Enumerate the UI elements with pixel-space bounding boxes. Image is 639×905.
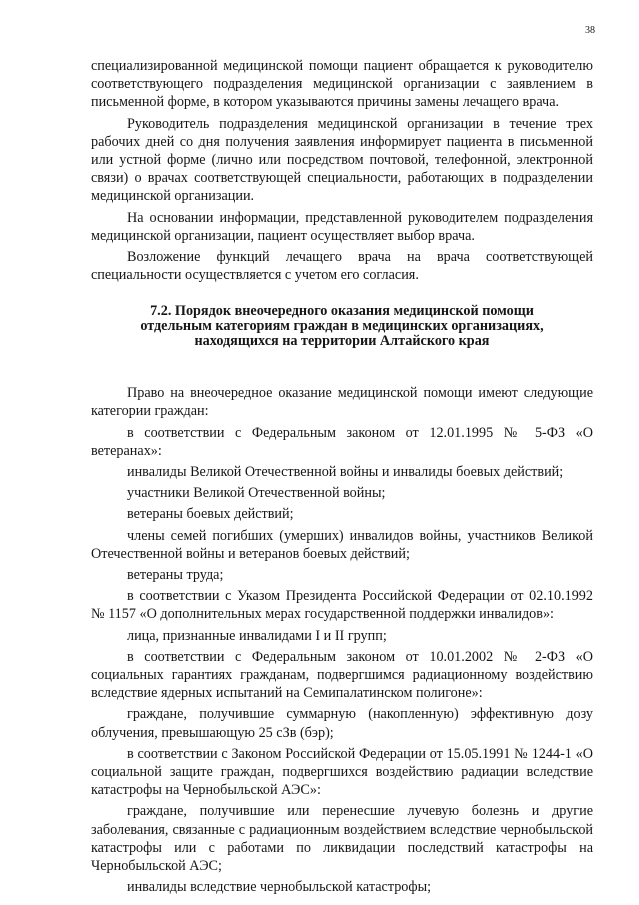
page-number: 38 bbox=[585, 25, 595, 36]
paragraph-doctor-choice: На основании информации, представленной руководителем подразделения медицинской организации, пациент осуществляет выбор врача. bbox=[91, 209, 593, 244]
paragraph-law-chernobyl: в соответствии с Законом Российской Федерации от 15.05.1991 № 1244-1 «О социальной защите граждан, подвергшихся воздействию радиации вследствие катастрофы на Чернобыльской АЭС»: bbox=[91, 745, 593, 799]
paragraph-right-statement: Право на внеочередное оказание медицинской помощи имеют следующие категории граждан: bbox=[91, 385, 593, 420]
paragraph-head-notification: Руководитель подразделения медицинской организации в течение трех рабочих дней со дня получения заявления информирует пациента в письменной или устной форме (лично или посредством почтовой, телефонной, электронной связи) о врачах соответствующей специальности, работающих в подразделении медицинской организации. bbox=[91, 115, 593, 205]
list-item-chernobyl-invalids: инвалиды вследствие чернобыльской катастрофы; bbox=[127, 879, 432, 896]
paragraph-law-veterans: в соответствии с Федеральным законом от 12.01.1995 № 5-ФЗ «О ветеранах»: bbox=[91, 424, 593, 459]
section-heading bbox=[91, 304, 593, 348]
section-heading-line: 7.2. Порядок внеочередного оказания медицинской помощи bbox=[150, 303, 534, 320]
list-item-war-invalids: инвалиды Великой Отечественной войны и инвалиды боевых действий; bbox=[127, 464, 564, 481]
paragraph-continuation: специализированной медицинской помощи пациент обращается к руководителю соответствующего подразделения медицинской организации с заявлением в письменной форме, в котором указываются причины замены лечащего врача. bbox=[91, 58, 593, 111]
paragraph-consent: Возложение функций лечащего врача на врача соответствующей специальности осуществляется с учетом его согласия. bbox=[91, 249, 593, 284]
section-heading-line: находящихся на территории Алтайского края bbox=[194, 332, 490, 349]
paragraph-presidential-decree: в соответствии с Указом Президента Российской Федерации от 02.10.1992 № 1157 «О дополнительных мерах государственной поддержки инвалидов»: bbox=[91, 588, 593, 623]
list-item-radiation-sickness: граждане, получившие или перенесшие лучевую болезнь и другие заболевания, связанные с радиационным воздействием вследствие чернобыльской катастрофы или с работами по ликвидации последствий катастрофы на Чернобыльской АЭС; bbox=[91, 803, 593, 875]
list-item-combat-veterans: ветераны боевых действий; bbox=[127, 506, 294, 523]
document-body bbox=[91, 57, 593, 900]
list-item-labor-veterans: ветераны труда; bbox=[127, 567, 224, 584]
paragraph-law-semipalatinsk: в соответствии с Федеральным законом от 10.01.2002 № 2-ФЗ «О социальных гарантиях гражданам, подвергшимся радиационному воздействию вследствие ядерных испытаний на Семипалатинском полигоне»: bbox=[91, 648, 593, 702]
list-item-war-participants: участники Великой Отечественной войны; bbox=[127, 485, 386, 502]
list-item-family-members: члены семей погибших (умерших) инвалидов войны, участников Великой Отечественной войны и ветеранов боевых действий; bbox=[91, 527, 593, 562]
list-item-radiation-dose: граждане, получившие суммарную (накопленную) эффективную дозу облучения, превышающую 25 сЗв (бэр); bbox=[91, 706, 593, 741]
list-item-invalid-groups: лица, признанные инвалидами I и II групп; bbox=[127, 627, 387, 644]
section-heading-line: отдельным категориям граждан в медицинских организациях, bbox=[140, 318, 544, 335]
